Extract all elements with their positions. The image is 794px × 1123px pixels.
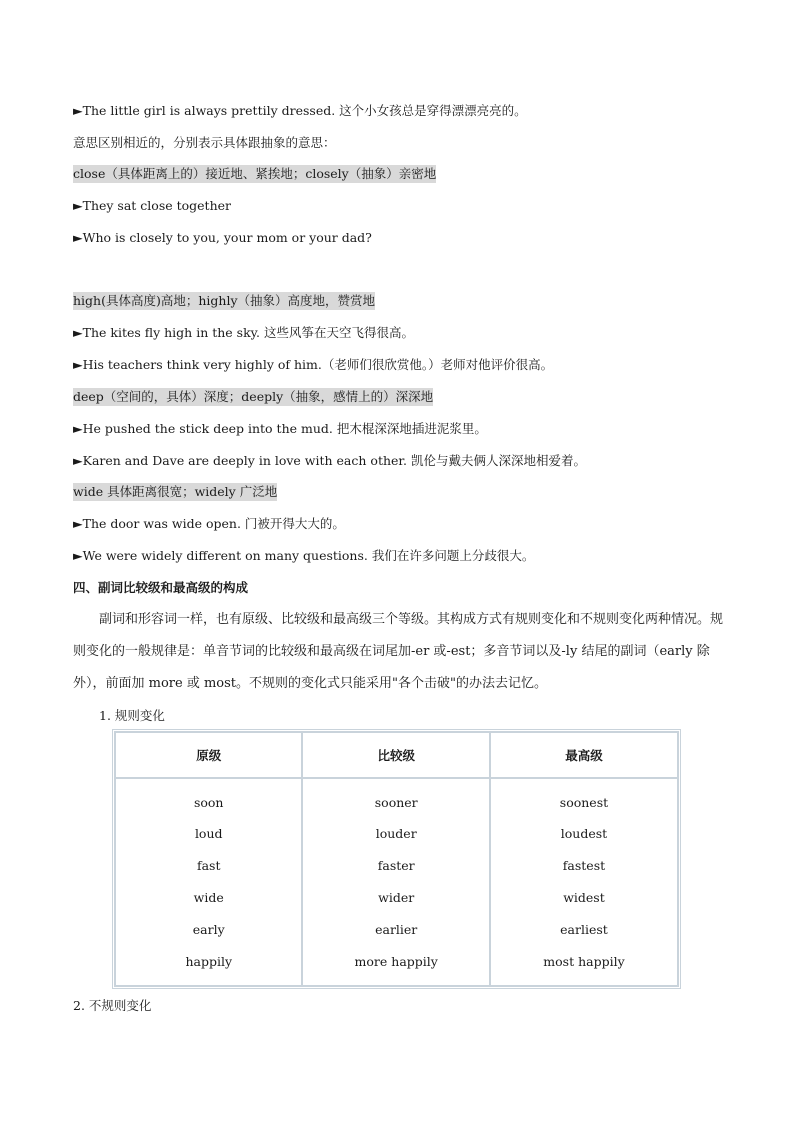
table-cell: widest <box>563 890 605 905</box>
header-superlative: 最高级 <box>490 732 678 778</box>
header-comparative: 比较级 <box>302 732 489 778</box>
wide-widely-definition: wide 具体距离很宽；widely 广泛地 <box>73 484 278 499</box>
table-cell: most happily <box>543 953 625 969</box>
table-cell: early <box>192 921 225 937</box>
note-meaning-difference: 意思区别相近的，分别表示具体跟抽象的意思： <box>73 135 336 150</box>
table-cell: fast <box>196 858 221 874</box>
table-cell: louder <box>375 826 417 842</box>
table-cell: earlier <box>375 921 418 937</box>
example-sat-close: ►They sat close together <box>73 198 232 213</box>
comparative-column <box>302 778 489 986</box>
example-kites-high: ►The kites fly high in the sky. 这些风筝在天空飞得很高。 <box>73 325 415 340</box>
superlative-column <box>490 778 678 986</box>
example-deeply-in-love: ►Karen and Dave are deeply in love with each other. 凯伦与戴夫俩人深深地相爱着。 <box>73 453 586 468</box>
high-highly-definition: high(具体高度)高地；highly（抽象）高度地，赞赏地 <box>73 293 376 308</box>
table-header-row <box>115 732 678 778</box>
table-cell: fastest <box>562 858 606 874</box>
example-widely-different: ►We were widely different on many questions. 我们在许多问题上分歧很大。 <box>73 548 535 563</box>
table-cell: soonest <box>559 794 609 810</box>
deep-deeply-definition: deep（空间的，具体）深度；deeply（抽象，感情上的）深深地 <box>73 389 434 404</box>
close-closely-definition: close（具体距离上的）接近地、紧挨地；closely（抽象）亲密地 <box>73 166 437 181</box>
regular-change-heading: 1. 规则变化 <box>99 708 165 723</box>
table-cell: sooner <box>374 794 418 810</box>
table-cell: loudest <box>560 826 608 842</box>
table-cell: faster <box>377 858 415 874</box>
example-door-wide: ►The door was wide open. 门被开得大大的。 <box>73 516 345 531</box>
table-cell: happily <box>185 953 233 969</box>
intro-paragraph <box>73 604 723 700</box>
intro-paragraph-text: 副词和形容词一样，也有原级、比较级和最高级三个等级。其构成方式有规则变化和不规则变化两种情况。规则变化的一般规律是：单音节词的比较级和最高级在词尾加-er 或-est；多音节词以及-ly 结尾的副词（early 除外），前面加 more 或 most。不规则的变化式只能采用"各个击破"的办法去记忆。 <box>73 612 724 691</box>
section-heading: 四、副词比较级和最高级的构成 <box>73 580 249 595</box>
table-cell: earliest <box>560 921 608 937</box>
example-highly-of-him: ►His teachers think very highly of him.（老师们很欣赏他。）老师对他评价很高。 <box>73 357 554 372</box>
irregular-change-heading: 2. 不规则变化 <box>73 998 152 1013</box>
table-body-row <box>115 778 678 986</box>
table-cell: wide <box>193 890 224 905</box>
table-cell: wider <box>378 890 415 905</box>
table-cell: more happily <box>354 953 438 969</box>
example-closely-to-you: ►Who is closely to you, your mom or your dad? <box>73 230 372 245</box>
example-pretty-dressed: ►The little girl is always prettily dressed. 这个小女孩总是穿得漂漂亮亮的。 <box>73 103 527 118</box>
example-stick-deep: ►He pushed the stick deep into the mud. 把木棍深深地插进泥浆里。 <box>73 421 487 436</box>
table-cell: loud <box>194 826 223 842</box>
header-positive: 原级 <box>115 732 302 778</box>
positive-column <box>115 778 302 986</box>
table-cell: soon <box>193 794 224 810</box>
comparison-table <box>112 729 681 989</box>
